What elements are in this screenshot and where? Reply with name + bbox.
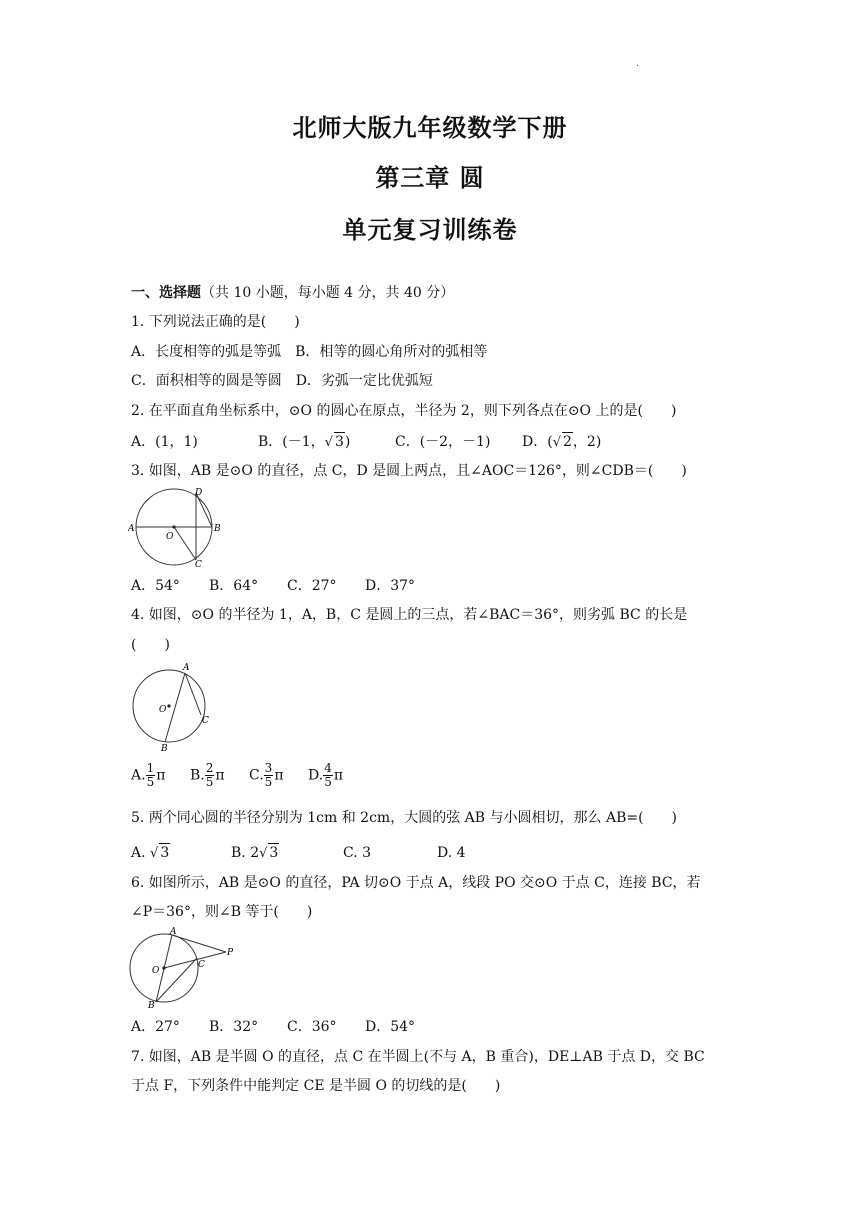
- q6-stem-cont: ∠P＝36°，则∠B 等于( ): [131, 904, 313, 920]
- numerator: 1: [146, 761, 155, 775]
- q6-option-a: A．27°: [131, 1019, 180, 1035]
- q5-option-d: D. 4: [437, 845, 466, 861]
- pi-symbol: π: [333, 767, 344, 784]
- q2-option-d-suffix: ，2): [572, 434, 602, 450]
- q3-option-d: D．37°: [365, 578, 416, 594]
- q1-stem: 1. 下列说法正确的是( ): [131, 314, 300, 330]
- q5-option-a-radicand: 3: [160, 845, 170, 861]
- fraction: [146, 762, 156, 789]
- chapter-title: 第三章 圆: [375, 163, 485, 192]
- q6-options: [131, 1018, 415, 1036]
- denominator: 5: [264, 775, 273, 789]
- q3-options: [131, 577, 415, 595]
- q3-label-b: B: [214, 524, 221, 534]
- q6-label-c: C: [198, 960, 205, 970]
- q3-label-a: A: [128, 524, 135, 534]
- q3-label-d: D: [195, 488, 203, 498]
- fraction: [205, 762, 215, 789]
- q4-option-a: [131, 762, 190, 789]
- q4-option-d: [308, 762, 343, 789]
- fraction: [264, 762, 274, 789]
- q5-option-a: [131, 843, 231, 863]
- q2-options: [131, 432, 601, 452]
- q5-stem: 5. 两个同心圆的半径分别为 1cm 和 2cm，大圆的弦 AB 与小圆相切，那么 AB=( ): [131, 810, 678, 826]
- pi-symbol: π: [274, 767, 284, 784]
- pi-symbol: π: [156, 767, 166, 784]
- q4-stem: 4. 如图，⊙O 的半径为 1，A，B，C 是圆上的三点，若∠BAC＝36°，则劣弧 BC 的长是: [131, 607, 688, 623]
- q3-figure: [128, 486, 224, 568]
- q3-option-c: C．27°: [287, 578, 337, 594]
- q2-option-b-radicand: 3: [334, 434, 344, 450]
- fraction: [323, 762, 333, 789]
- q7-stem-cont: 于点 F，下列条件中能判定 CE 是半圆 O 的切线的是( ): [131, 1078, 501, 1094]
- q5-option-b-radicand: 3: [269, 845, 279, 861]
- q6-option-c: C．36°: [287, 1019, 337, 1035]
- q6-option-b: B．32°: [209, 1019, 259, 1035]
- denominator: 5: [324, 775, 332, 789]
- q4-figure: [128, 660, 220, 752]
- q5-option-c: C. 3: [343, 845, 372, 861]
- q5-option-b: [231, 843, 343, 863]
- q2-option-c: C．(－2，－1): [395, 434, 491, 450]
- q4-option-c: [249, 762, 308, 789]
- denominator: 5: [146, 775, 155, 789]
- radical-sign: √: [324, 435, 333, 450]
- q6-label-a: A: [170, 927, 177, 937]
- q6-stem: 6. 如图所示，AB 是⊙O 的直径，PA 切⊙O 于点 A，线段 PO 交⊙O 于点 C，连接 BC，若: [131, 875, 701, 891]
- q3-stem: 3. 如图，AB 是⊙O 的直径，点 C，D 是圆上两点，且∠AOC＝126°，则∠CDB＝( ): [131, 463, 687, 479]
- q2-option-b-prefix: B．(－1，: [258, 434, 325, 450]
- q4-label-b: B: [161, 744, 168, 752]
- q4-label-o: O: [159, 705, 167, 715]
- radical-sign: √: [150, 846, 159, 861]
- numerator: 2: [205, 761, 214, 775]
- q6-option-d: D．54°: [365, 1019, 416, 1035]
- q5-options: [131, 843, 466, 863]
- q2-stem: 2. 在平面直角坐标系中，⊙O 的圆心在原点，半径为 2，则下列各点在⊙O 上的是( ): [131, 403, 677, 419]
- corner-dot: .: [636, 58, 640, 69]
- q2-option-d-radicand: 2: [562, 434, 572, 450]
- page-title: 北师大版九年级数学下册: [292, 113, 568, 142]
- pi-symbol: π: [215, 767, 225, 784]
- section-note: （共 10 小题，每小题 4 分，共 40 分）: [201, 285, 455, 301]
- numerator: 4: [324, 761, 332, 775]
- q4-options: [131, 762, 343, 789]
- q3-option-a: A．54°: [131, 578, 180, 594]
- q2-option-b-suffix: ): [344, 434, 351, 450]
- q6-figure: [126, 926, 238, 1010]
- q7-stem: 7. 如图，AB 是半圆 O 的直径，点 C 在半圆上(不与 A，B 重合)，DE⊥AB 于点 D，交 BC: [131, 1049, 705, 1065]
- q3-label-c: C: [195, 560, 202, 568]
- q1-options-line1: A．长度相等的弧是等弧 B．相等的圆心角所对的弧相等: [131, 344, 488, 360]
- q5-option-a-prefix: A.: [131, 845, 146, 861]
- q1-options-line2: C．面积相等的圆是等圆 D．劣弧一定比优弧短: [131, 373, 433, 389]
- section-heading: [131, 284, 454, 302]
- q4-label-a: A: [183, 663, 190, 673]
- q6-label-b: B: [148, 1001, 155, 1010]
- q5-option-b-prefix: B. 2: [231, 845, 260, 861]
- q4-label-c: C: [202, 716, 209, 726]
- q4-option-b: [190, 762, 249, 789]
- q4-stem-cont: ( ): [131, 637, 170, 653]
- q6-label-o: O: [152, 966, 160, 976]
- option-letter: D.: [308, 767, 324, 784]
- section-title: 一、选择题: [131, 285, 201, 301]
- numerator: 3: [264, 761, 273, 775]
- radical-sign: √: [552, 435, 561, 450]
- q2-option-d: [522, 432, 601, 452]
- q6-label-p: P: [227, 948, 234, 958]
- q2-option-d-prefix: D．(: [522, 434, 553, 450]
- page-subtitle: 单元复习训练卷: [342, 215, 518, 244]
- q2-option-b: [258, 432, 395, 452]
- option-letter: B.: [190, 767, 205, 784]
- radical-sign: √: [259, 846, 268, 861]
- q3-label-o: O: [166, 532, 174, 542]
- option-letter: C.: [249, 767, 264, 784]
- q2-option-a: A．(1，1): [131, 434, 198, 450]
- option-letter: A.: [131, 767, 146, 784]
- denominator: 5: [205, 775, 214, 789]
- q3-option-b: B．64°: [209, 578, 259, 594]
